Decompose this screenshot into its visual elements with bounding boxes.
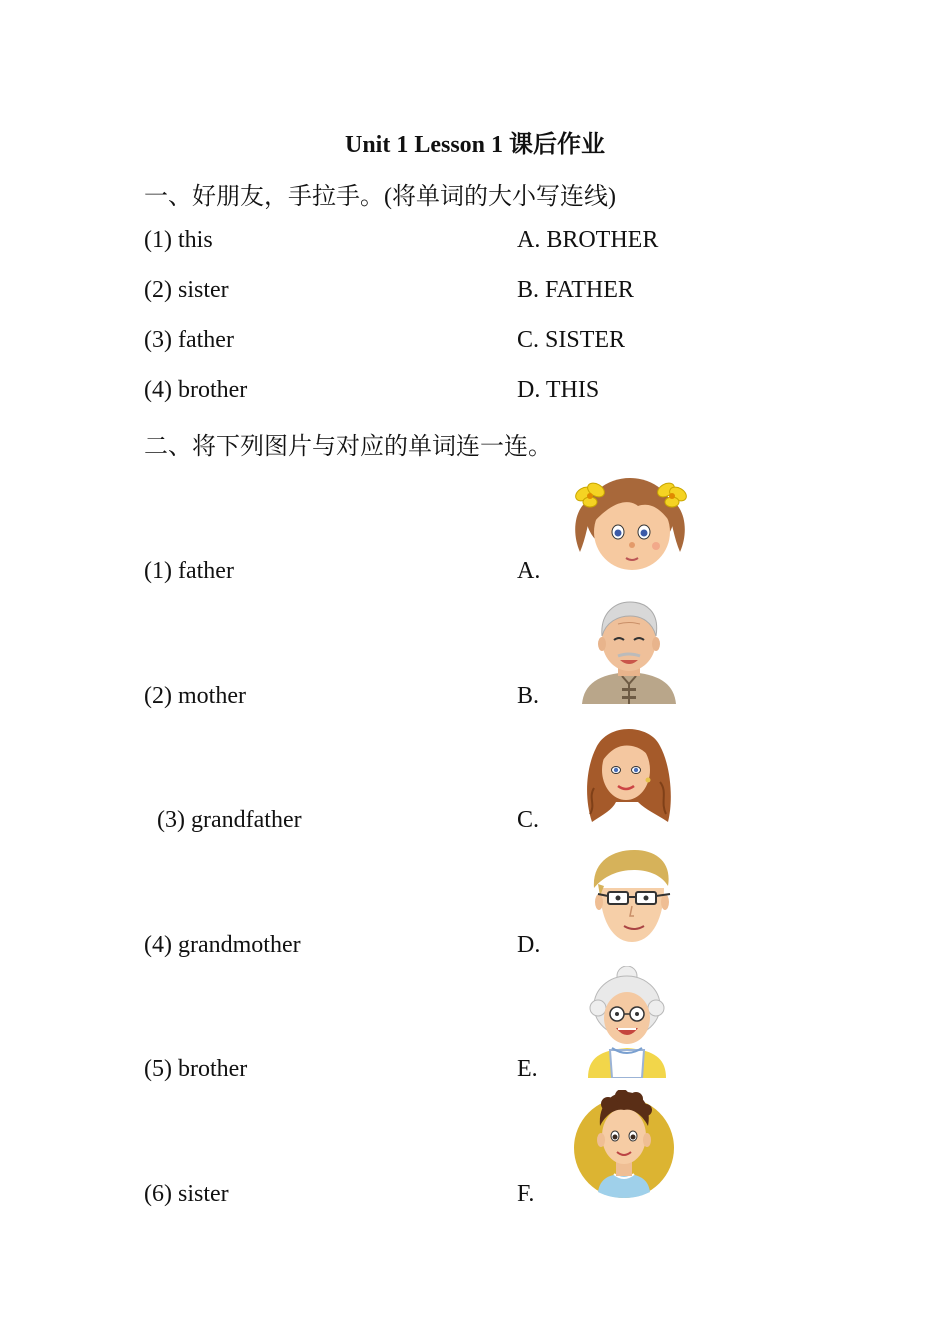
section2-right-label: A. bbox=[517, 558, 541, 584]
father-picture bbox=[590, 848, 674, 944]
section1-left-item: (2) sister bbox=[144, 277, 229, 303]
section1-heading: 一、好朋友，手拉手。(将单词的大小写连线) bbox=[144, 184, 616, 210]
section1-left-item: (4) brother bbox=[144, 377, 248, 403]
section2-left-item: (6) sister bbox=[144, 1181, 229, 1207]
grandfather-picture bbox=[578, 600, 680, 704]
grandmother-picture bbox=[586, 966, 668, 1078]
section1-right-item: D. THIS bbox=[517, 377, 600, 403]
section1-left-item: (1) this bbox=[144, 227, 213, 253]
section1-right-item: A. BROTHER bbox=[517, 227, 659, 253]
section2-left-item: (3) grandfather bbox=[157, 807, 302, 833]
section2-left-item: (1) father bbox=[144, 558, 234, 584]
section1-right-item: C. SISTER bbox=[517, 327, 626, 353]
section2-left-item: (5) brother bbox=[144, 1056, 248, 1082]
section2-left-item: (2) mother bbox=[144, 683, 246, 709]
section2-right-label: B. bbox=[517, 683, 540, 709]
section2-right-label: F. bbox=[517, 1181, 535, 1207]
page-title: Unit 1 Lesson 1 课后作业 bbox=[344, 132, 606, 158]
section2-right-label: E. bbox=[517, 1056, 538, 1082]
section1-left-item: (3) father bbox=[144, 327, 234, 353]
section2-right-label: D. bbox=[517, 932, 541, 958]
boy-picture bbox=[572, 1090, 676, 1202]
section2-left-item: (4) grandmother bbox=[144, 932, 301, 958]
section2-heading: 二、将下列图片与对应的单词连一连。 bbox=[144, 434, 552, 460]
girl-pigtails-picture bbox=[572, 472, 688, 574]
section1-right-item: B. FATHER bbox=[517, 277, 634, 303]
mother-picture bbox=[582, 718, 672, 826]
section2-right-label: C. bbox=[517, 807, 540, 833]
